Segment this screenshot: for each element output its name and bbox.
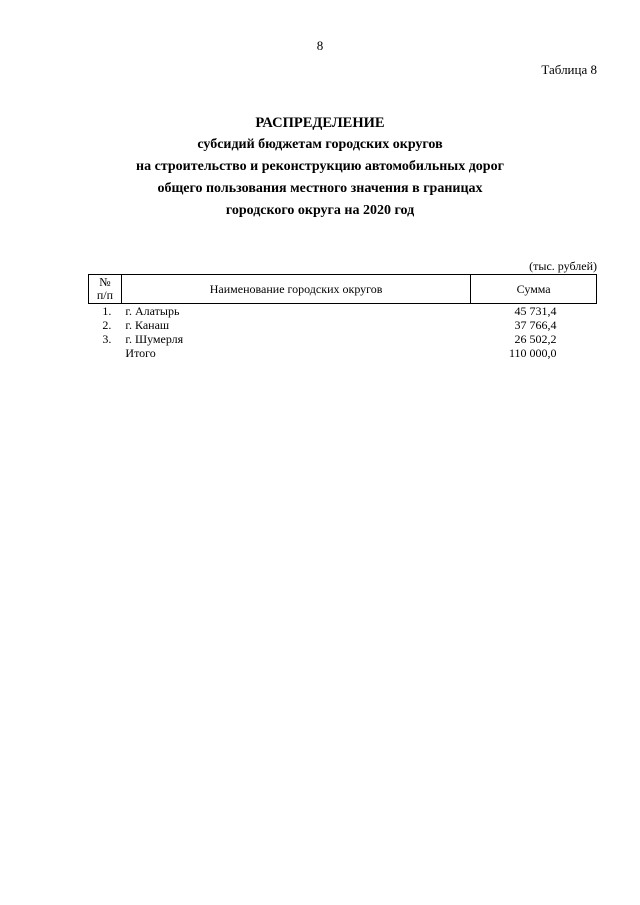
heading-line: субсидий бюджетам городских округов	[197, 137, 443, 152]
column-header-number-line1: №	[99, 275, 111, 289]
row-sum: 26 502,2	[514, 332, 557, 346]
table-body	[89, 304, 597, 361]
heading-line: городского округа на 2020 год	[225, 203, 415, 218]
subsidy-table	[88, 274, 597, 360]
column-header-sum: Сумма	[471, 275, 597, 304]
heading-line: на строительство и реконструкцию автомобильных дорог	[136, 159, 504, 174]
table-row-total	[89, 346, 597, 360]
row-name: г. Шумерля	[125, 332, 184, 346]
row-name: г. Канаш	[125, 318, 170, 332]
column-header-number	[89, 275, 122, 304]
page-number: 8	[316, 38, 324, 53]
table-header	[89, 275, 597, 304]
table-row	[89, 304, 597, 319]
heading-title: РАСПРЕДЕЛЕНИЕ	[255, 115, 385, 131]
units-label: (тыс. рублей)	[529, 259, 597, 273]
table-row	[89, 332, 597, 346]
row-number: 3.	[102, 332, 112, 346]
column-header-number-line2: п/п	[96, 288, 114, 302]
table-header-row	[89, 275, 597, 304]
column-header-name: Наименование городских округов	[121, 275, 470, 304]
heading-line: общего пользования местного значения в границах	[157, 181, 483, 196]
row-number	[89, 346, 122, 360]
total-sum: 110 000,0	[508, 346, 557, 360]
table-caption: Таблица 8	[541, 62, 597, 77]
row-number: 2.	[102, 318, 112, 332]
table-row	[89, 318, 597, 332]
row-name: г. Алатырь	[125, 304, 180, 318]
row-number: 1.	[102, 304, 112, 318]
document-heading	[0, 112, 640, 222]
row-sum: 37 766,4	[514, 318, 557, 332]
total-label: Итого	[125, 346, 156, 360]
row-sum: 45 731,4	[514, 304, 557, 318]
